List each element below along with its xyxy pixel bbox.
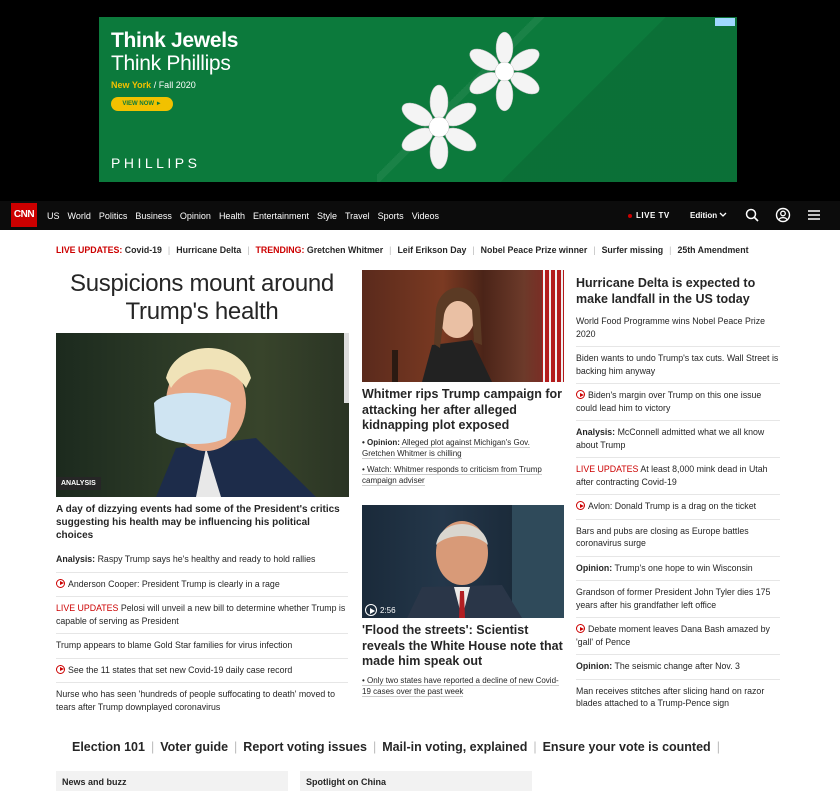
play-icon: [576, 624, 585, 633]
list-item-text: World Food Programme wins Nobel Peace Prize 2020: [576, 316, 766, 339]
section-header-news-and-buzz[interactable]: News and buzz: [56, 771, 288, 791]
list-item[interactable]: [576, 420, 780, 457]
list-item-text: At least 8,000 mink dead in Utah after contracting Covid-19: [576, 464, 768, 487]
list-item[interactable]: [576, 654, 780, 679]
separator: |: [593, 245, 596, 255]
list-item[interactable]: [576, 494, 780, 519]
list-item-text: Anderson Cooper: President Trump is clearly in a rage: [68, 578, 280, 589]
list-item-text: Grandson of former President John Tyler dies 175 years after his grandfather left office: [576, 587, 771, 610]
scientist-photo-art: [362, 505, 564, 618]
separator: |: [150, 740, 155, 754]
edition-selector[interactable]: [690, 211, 727, 220]
play-icon: [56, 579, 65, 588]
ad-season: / Fall 2020: [151, 80, 196, 90]
search-icon[interactable]: [744, 207, 760, 223]
list-item-text: Bars and pubs are closing as Europe battles coronavirus surge: [576, 525, 749, 548]
list-item-text: Trump appears to blame Gold Star families for virus infection: [56, 640, 293, 650]
separator: |: [372, 740, 377, 754]
trending-25th-amendment[interactable]: 25th Amendment: [677, 245, 749, 255]
live-updates-label: LIVE UPDATES:: [56, 245, 123, 255]
nav-link-us[interactable]: US: [47, 210, 60, 221]
account-icon[interactable]: [775, 207, 791, 223]
live-updates-tag: LIVE UPDATES: [576, 464, 639, 474]
video-duration[interactable]: [365, 604, 396, 616]
list-item-text: Trump's one hope to win Wisconsin: [612, 562, 753, 573]
analysis-label: Analysis:: [576, 427, 616, 437]
edition-label: Edition: [690, 211, 718, 220]
list-item-text: The seismic change after Nov. 3: [612, 661, 740, 671]
play-icon: [576, 501, 585, 510]
live-tv-link[interactable]: [628, 211, 670, 220]
cnn-logo[interactable]: CNN: [11, 203, 37, 227]
analysis-label: Analysis:: [56, 554, 96, 564]
separator: |: [234, 740, 238, 754]
list-item[interactable]: [56, 682, 348, 719]
trending-covid[interactable]: Covid-19: [124, 245, 162, 255]
list-item[interactable]: [576, 346, 780, 383]
ad-cta-button[interactable]: VIEW NOW ►: [111, 97, 173, 111]
duration-label: 2:56: [380, 605, 396, 615]
separator: |: [389, 245, 392, 255]
lead-summary[interactable]: A day of dizzying events had some of the President's critics suggesting his health may be influencing his political choices: [56, 504, 340, 541]
election-101-link[interactable]: Election 101: [72, 740, 145, 754]
section-header-spotlight-china[interactable]: Spotlight on China: [300, 771, 532, 791]
list-item-text: See the 11 states that set new Covid-19 daily case record: [68, 664, 293, 675]
trump-photo[interactable]: [56, 333, 349, 497]
chevron-down-icon: [719, 212, 727, 218]
trending-nobel[interactable]: Nobel Peace Prize winner: [480, 245, 588, 255]
live-updates-tag: LIVE UPDATES: [56, 603, 119, 613]
report-voting-issues-link[interactable]: Report voting issues: [243, 740, 367, 754]
list-item[interactable]: [576, 556, 780, 581]
nav-link-health[interactable]: Health: [218, 210, 245, 221]
live-dot-icon: [628, 214, 632, 218]
nav-link-travel[interactable]: Travel: [345, 210, 370, 221]
trending-whitmer[interactable]: Gretchen Whitmer: [306, 245, 384, 255]
ad-choices-icon[interactable]: [715, 18, 735, 26]
list-item[interactable]: [576, 383, 780, 420]
separator: |: [247, 245, 250, 255]
main-headline[interactable]: Suspicions mount around Trump's health: [70, 270, 334, 325]
list-item-text: Raspy Trump says he's healthy and ready to hold rallies: [95, 554, 316, 564]
list-item[interactable]: [56, 596, 348, 633]
separator: |: [716, 740, 720, 754]
list-item[interactable]: [56, 633, 348, 658]
nav-link-style[interactable]: Style: [316, 210, 337, 221]
nav-links: [47, 201, 447, 230]
mail-in-voting-link[interactable]: Mail-in voting, explained: [382, 740, 528, 754]
trending-label: TRENDING:: [255, 245, 305, 255]
list-item-text: Pelosi will unveil a new bill to determine whether Trump is capable of serving as President: [56, 603, 346, 626]
whitmer-sub2[interactable]: [362, 464, 564, 486]
list-item-text: Biden's margin over Trump on this one issue could lead him to victory: [576, 390, 762, 413]
whitmer-photo-art: [362, 270, 564, 382]
trending-leif-erikson[interactable]: Leif Erikson Day: [397, 245, 467, 255]
list-item[interactable]: [56, 658, 348, 683]
list-item[interactable]: [576, 617, 780, 654]
ad-brand: PHILLIPS: [111, 155, 201, 171]
trump-photo-art: [56, 333, 349, 497]
nav-link-entertainment[interactable]: Entertainment: [252, 210, 309, 221]
whitmer-headline[interactable]: Whitmer rips Trump campaign for attacking her after alleged kidnapping plot exposed: [362, 387, 563, 432]
trending-bar: [56, 244, 786, 256]
opinion-label: • Opinion:: [362, 438, 400, 447]
list-item-text: Debate moment leaves Dana Bash amazed by 'gall' of Pence: [576, 624, 770, 647]
live-tv-label: LIVE TV: [636, 211, 670, 220]
list-item[interactable]: [576, 679, 780, 716]
hurricane-headline[interactable]: Hurricane Delta is expected to make landfall in the US today: [576, 276, 756, 306]
play-circle-icon: [365, 604, 377, 616]
right-story-list: [576, 310, 780, 716]
ad-banner[interactable]: [99, 17, 737, 182]
nav-link-opinion[interactable]: Opinion: [179, 210, 211, 221]
ad-subtitle: [111, 80, 196, 90]
opinion-label: Opinion:: [576, 562, 613, 573]
ad-title-line2: Think Phillips: [111, 52, 231, 75]
voter-guide-link[interactable]: Voter guide: [160, 740, 229, 754]
whitmer-sub1[interactable]: [362, 437, 564, 459]
list-item[interactable]: [576, 519, 780, 556]
ensure-vote-counted-link[interactable]: Ensure your vote is counted: [542, 740, 711, 754]
list-item-text: Biden wants to undo Trump's tax cuts. Wall Street is backing him anyway: [576, 353, 779, 376]
nav-link-world[interactable]: World: [67, 210, 91, 221]
trending-surfer[interactable]: Surfer missing: [601, 245, 664, 255]
list-item[interactable]: [56, 548, 348, 572]
scientist-photo[interactable]: [362, 505, 564, 618]
list-item-text: Man receives stitches after slicing hand on razor blades attached to a Trump-Pence sign: [576, 685, 765, 708]
list-item-text: Nurse who has seen 'hundreds of people suffocating to death' moved to tears after Trump downplayed coronavirus: [56, 689, 336, 712]
list-item-text: Avlon: Donald Trump is a drag on the ticket: [588, 501, 757, 511]
separator: |: [669, 245, 672, 255]
scientist-sub1[interactable]: [362, 675, 564, 697]
ad-title-line1: Think Jewels: [111, 29, 239, 52]
scientist-sub1-text: • Only two states have reported a decline of new Covid-19 cases over the past week: [362, 676, 559, 696]
nav-link-business[interactable]: Business: [135, 210, 172, 221]
trending-hurricane-delta[interactable]: Hurricane Delta: [176, 245, 242, 255]
list-item[interactable]: [56, 572, 348, 597]
menu-icon[interactable]: [806, 207, 822, 223]
separator: |: [533, 740, 537, 754]
list-item[interactable]: [576, 457, 780, 494]
ad-city: New York: [111, 80, 152, 90]
separator: |: [167, 245, 171, 255]
whitmer-photo[interactable]: [362, 270, 564, 382]
earring-right-image: [467, 29, 542, 114]
separator: |: [472, 245, 475, 255]
scientist-headline[interactable]: 'Flood the streets': Scientist reveals the White House note that made him speak out: [362, 623, 563, 668]
election-links-bar: [72, 740, 772, 754]
nav-link-sports[interactable]: Sports: [377, 210, 404, 221]
nav-link-videos[interactable]: Videos: [411, 210, 440, 221]
opinion-label: Opinion:: [576, 661, 613, 671]
play-icon: [576, 390, 585, 399]
whitmer-sub1-text: Alleged plot against Michigan's Gov. Gretchen Whitmer is chilling: [362, 438, 530, 458]
play-icon: [56, 665, 65, 674]
nav-link-politics[interactable]: Politics: [98, 210, 128, 221]
list-item-text: McConnell admitted what we all know about Trump: [576, 427, 765, 450]
list-item[interactable]: [576, 310, 780, 346]
whitmer-sub2-text: • Watch: Whitmer responds to criticism from Trump campaign adviser: [362, 465, 542, 485]
list-item[interactable]: [576, 580, 780, 617]
analysis-badge: ANALYSIS: [56, 477, 101, 490]
left-story-list: [56, 548, 348, 719]
